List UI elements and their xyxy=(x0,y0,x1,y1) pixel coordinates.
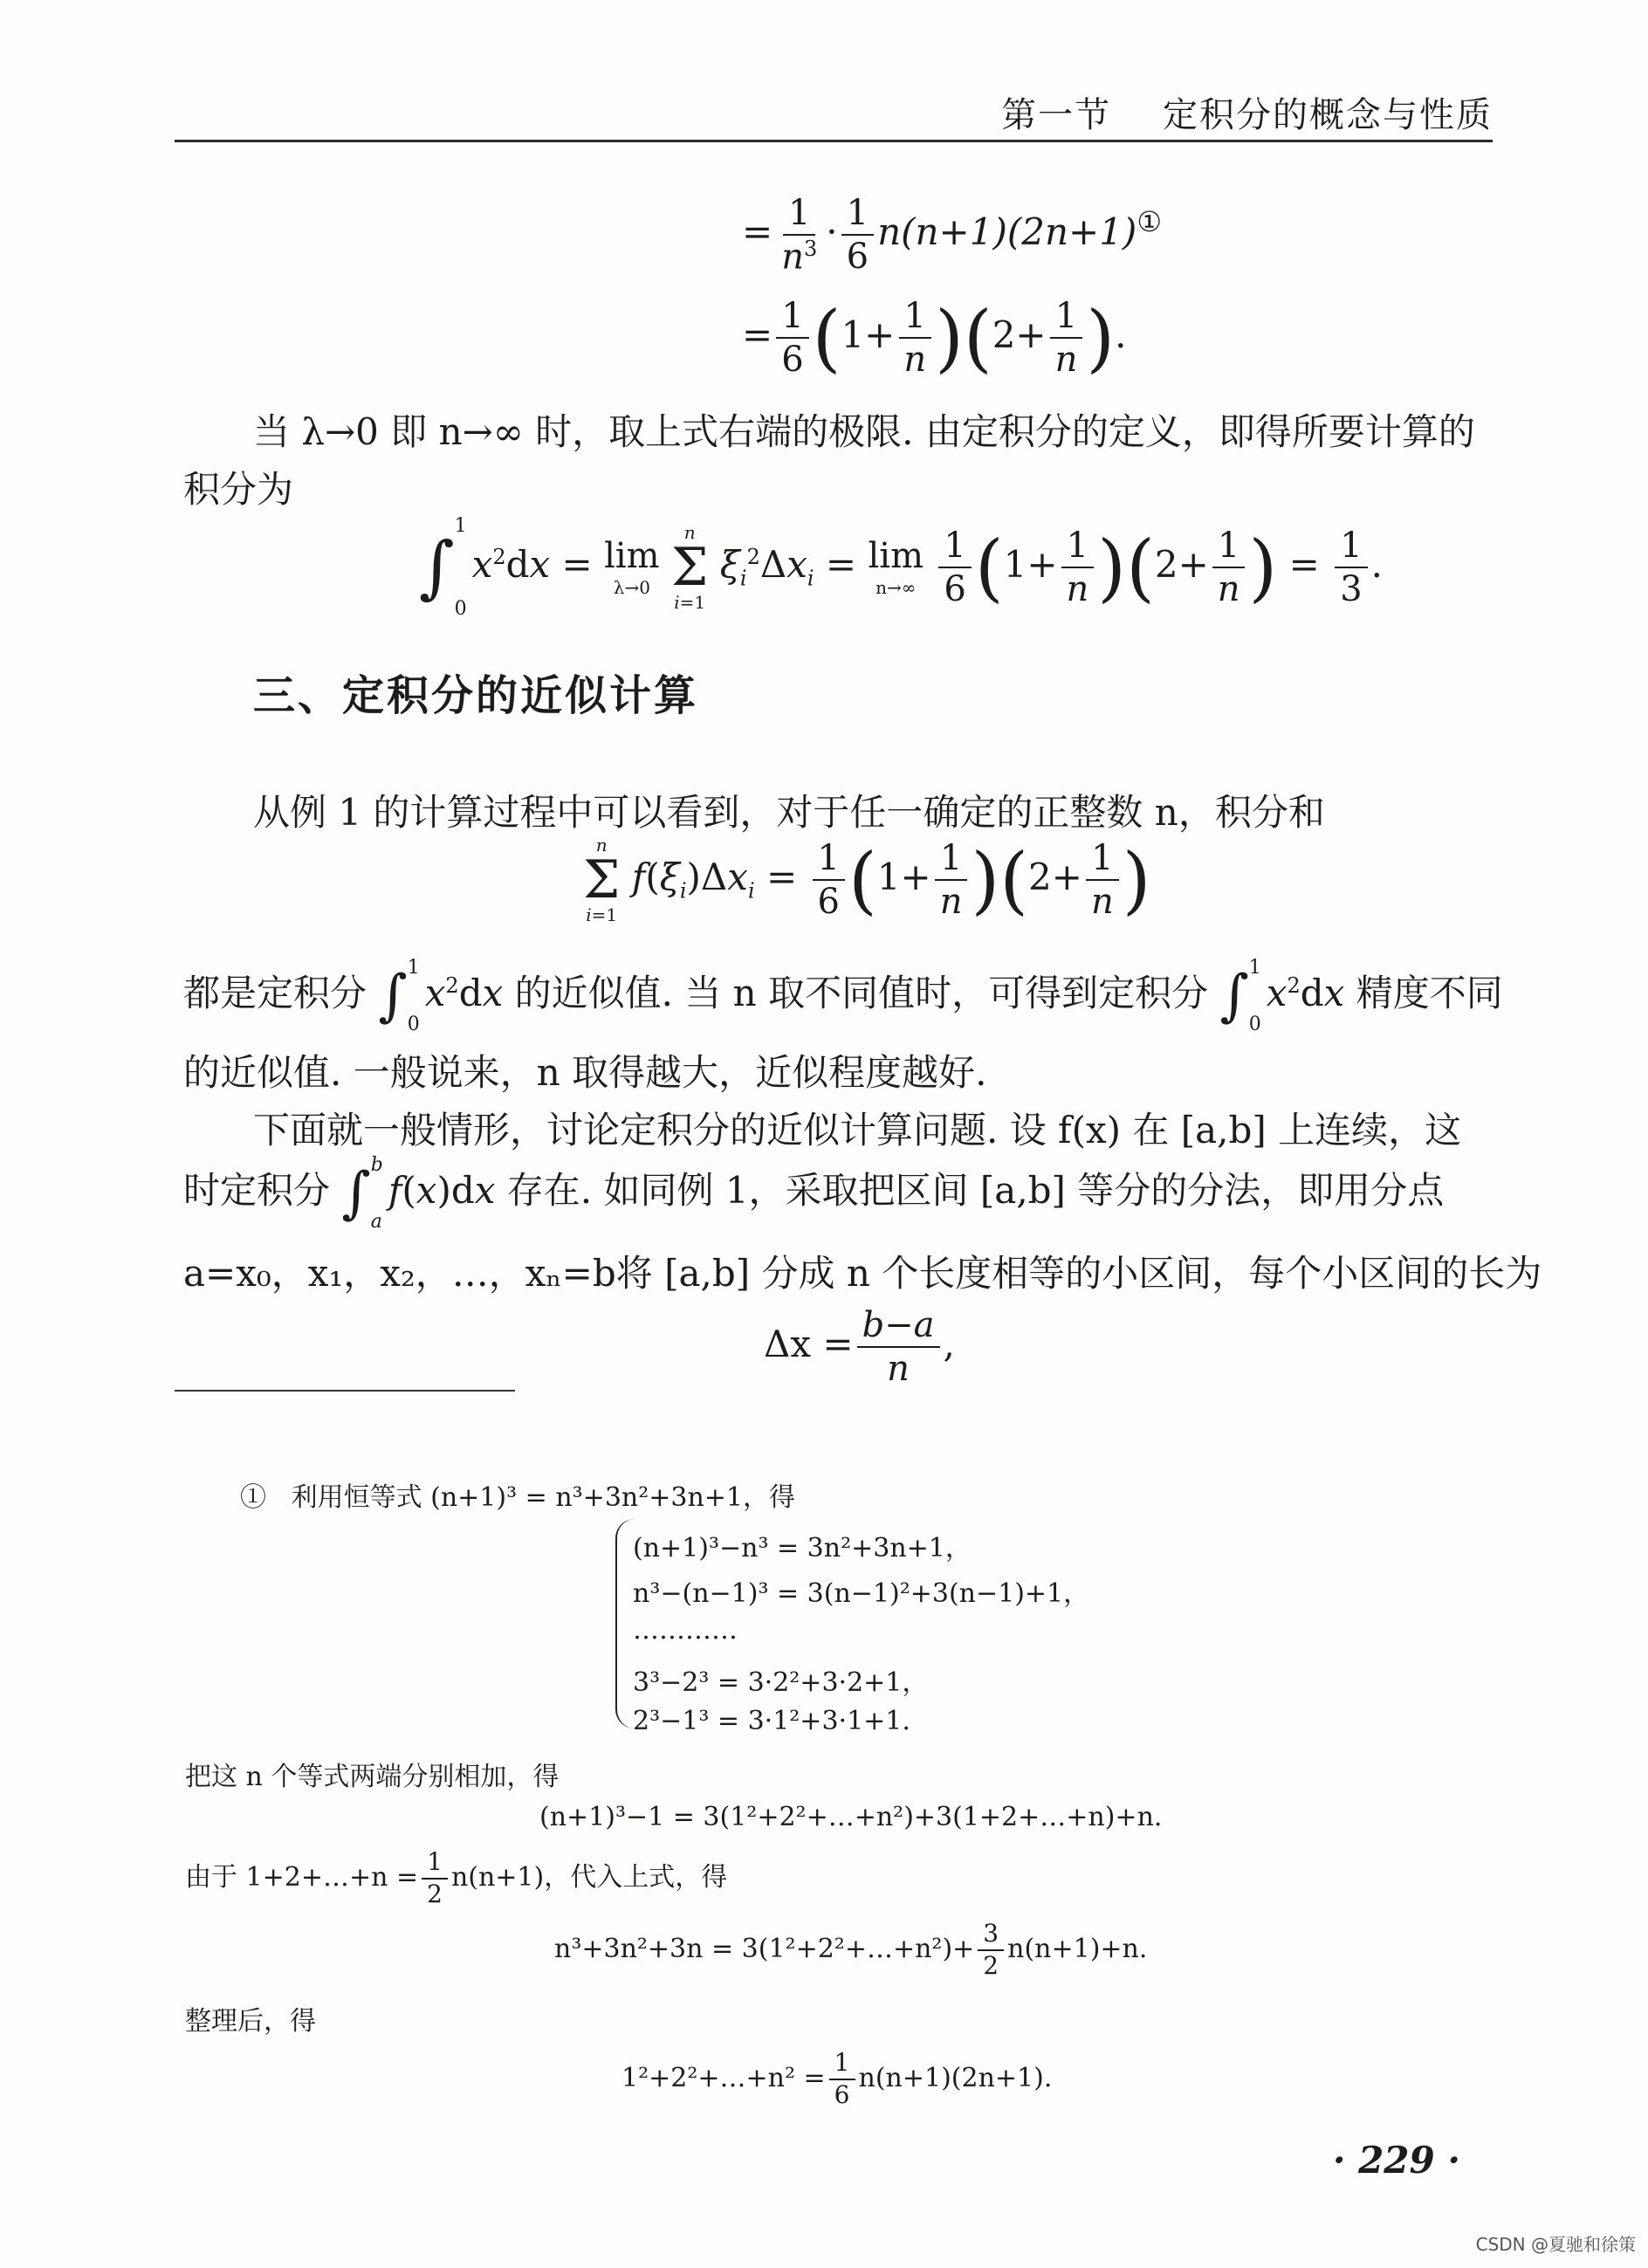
paragraph-3-line-1: 都是定积分 ∫ 1 0 $x^2dx$ 的近似值. 当 n 取不同值时，可得到定积分 ∫ 1 0 $x^2dx$ 精度不同 xyxy=(183,957,1503,1035)
equation-limit: ∫ 1 0 $x^2dx = \lim$ λ→0 n Σ i=1 $\xi_i^2\Delta x_i = \lim$ n→∞ $\frac{1}{6}$ (1+ $\frac{1}{n}$ )(2+ $\frac{1}{n}$ ) = $\frac{1}{3}$ . xyxy=(419,515,1384,620)
fraction-1-over-n-a: $\frac{1}{n}$ xyxy=(898,297,931,379)
paragraph-4-line-2: 时定积分 ∫ b a f(x)dx 存在. 如同例 1，采取把区间 [a,b] 等分的分法，即用分点 xyxy=(183,1154,1445,1233)
fraction-1-over-6: $\frac{1}{6}$ xyxy=(841,194,874,276)
system-line-2: n³−(n−1)³ = 3(n−1)²+3(n−1)+1， xyxy=(633,1578,1090,1609)
system-line-5: 2³−1³ = 3·1²+3·1+1. xyxy=(633,1706,910,1736)
limit-n: lim n→∞ xyxy=(868,536,924,598)
equation-line-2: = $\frac{1}{6}$ (1+ $\frac{1}{n}$ )(2+ $\frac{1}{n}$ ). xyxy=(742,295,1127,381)
fraction-result: $\frac{1}{3}$ xyxy=(1335,526,1367,608)
equation-delta-x: Δx = $\frac{b-a}{n}$ , xyxy=(764,1305,955,1389)
fraction-1-over-n-b: $\frac{1}{n}$ xyxy=(1050,297,1083,379)
footnote-ref-1[interactable]: ① xyxy=(1136,205,1162,239)
footnote-sum-eq: (n+1)³−1 = 3(1²+2²+…+n²)+3(1+2+…+n)+n. xyxy=(539,1802,1163,1832)
paragraph-4-line-3: a=x₀，x₁，x₂，…，xₙ=b将 [a,b] 分成 n 个长度相等的小区间，每个小区间的长为 xyxy=(183,1252,1542,1295)
footnote-eq2: n³+3n²+3n = 3(1²+2²+…+n²)+ $\frac{3}{2}$ n(n+1)+n. xyxy=(554,1919,1148,1980)
header-section: 第一节 xyxy=(1001,95,1112,135)
watermark: CSDN @夏驰和徐策 xyxy=(1475,2234,1636,2255)
equation-limit-tail: . xyxy=(1370,543,1384,586)
system-brace xyxy=(615,1519,635,1728)
footnote-since-line: 由于 1+2+…+n = $\frac{1}{2}$ n(n+1)，代入上式，得 xyxy=(185,1847,728,1908)
limit-lambda: lim λ→0 xyxy=(604,536,660,598)
paragraph-1-line-1: 当 λ→0 即 n→∞ 时，取上式右端的极限. 由定积分的定义，即得所要计算的 xyxy=(253,410,1475,453)
equation-line-1-tail: n(n+1)(2n+1) xyxy=(877,210,1137,254)
footnote-add-text: 把这 n 个等式两端分别相加，得 xyxy=(185,1762,560,1792)
paragraph-3-line-2: 的近似值. 一般说来，n 取得越大，近似程度越好. xyxy=(183,1051,987,1094)
fraction-1-over-n3: $\frac{1}{n^3}$ xyxy=(781,193,818,278)
system-line-1: (n+1)³−n³ = 3n²+3n+1， xyxy=(633,1533,972,1564)
summation-sign: n Σ i=1 xyxy=(670,522,709,613)
header-rule xyxy=(175,140,1493,142)
equation-integral-sum: n Σ i=1 $f(\xi_i)\Delta x_i$ = $\frac{1}{6}$ (1+ $\frac{1}{n}$ )(2+ $\frac{1}{n}$ ) xyxy=(583,835,1151,925)
fraction-1-over-6-b: $\frac{1}{6}$ xyxy=(776,297,808,379)
header-title: 定积分的概念与性质 xyxy=(1163,95,1493,135)
paragraph-2: 从例 1 的计算过程中可以看到，对于任一确定的正整数 n，积分和 xyxy=(253,791,1325,834)
page-number: · 229 · xyxy=(1332,2139,1460,2182)
paragraph-1-line-2: 积分为 xyxy=(183,468,294,511)
system-line-3: ………… xyxy=(633,1615,738,1646)
system-line-4: 3³−2³ = 3·2²+3·2+1， xyxy=(633,1667,929,1698)
running-header xyxy=(1001,87,1493,137)
equation-line-2-tail: . xyxy=(1115,313,1127,356)
footnote-rule xyxy=(175,1390,515,1392)
footnote-arrange: 整理后，得 xyxy=(185,2006,316,2037)
footnote-final-eq: 1²+2²+…+n² = $\frac{1}{6}$ n(n+1)(2n+1). xyxy=(621,2048,1053,2109)
summation-sign-2: n Σ i=1 xyxy=(583,835,621,925)
paragraph-4-line-1: 下面就一般情形，讨论定积分的近似计算问题. 设 f(x) 在 [a,b] 上连续，这 xyxy=(253,1109,1462,1151)
section-heading: 三、定积分的近似计算 xyxy=(253,671,699,720)
integral-sign: ∫ xyxy=(419,528,455,607)
footnote-intro: ① 利用恒等式 (n+1)³ = n³+3n²+3n+1，得 xyxy=(240,1482,796,1513)
equation-line-1: = $\frac{1}{n^3}$ · $\frac{1}{6}$ n(n+1)(2n+1)① xyxy=(742,193,1162,278)
